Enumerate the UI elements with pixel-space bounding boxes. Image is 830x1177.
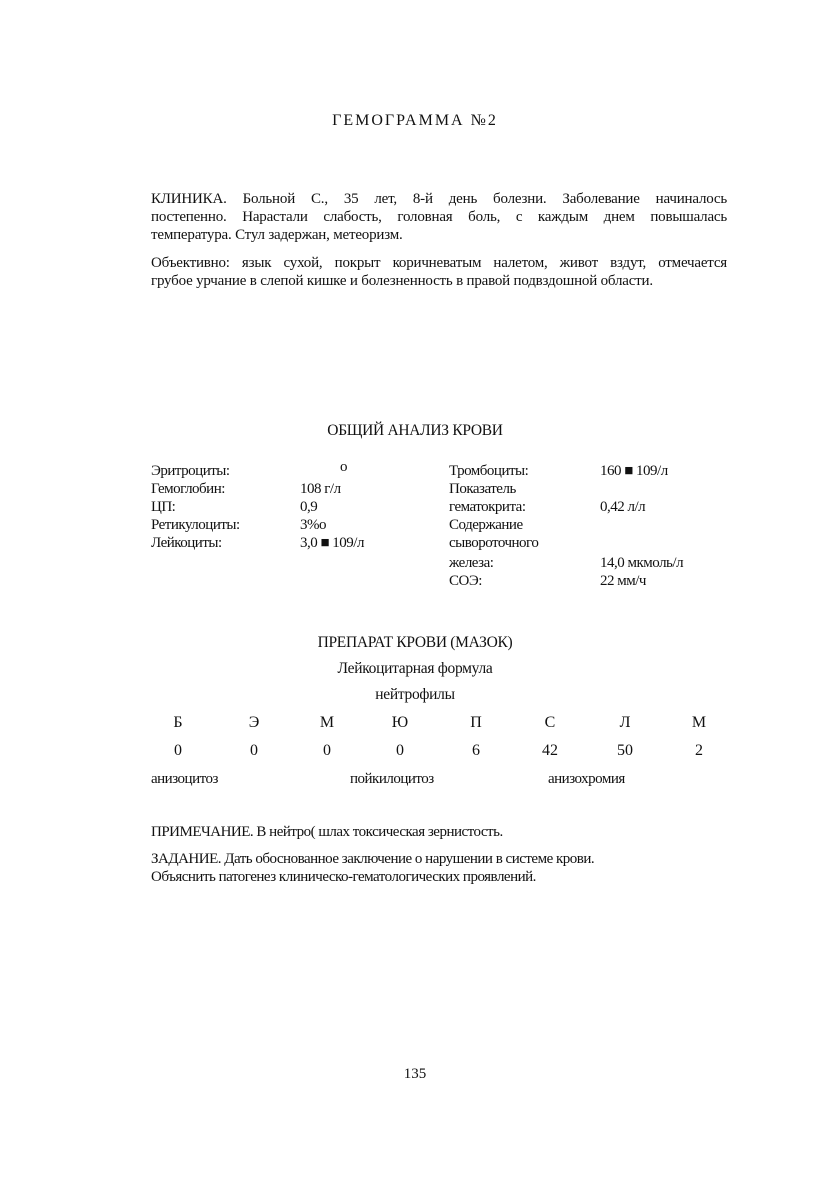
param-label-erythrocytes: Эритроциты: [151, 463, 230, 479]
formula-header: М [319, 714, 335, 731]
page-title: ГЕМОГРАММА №2 [332, 112, 498, 129]
objective-line: Объективно: язык сухой, покрыт коричневатым налетом, живот вздут, отмечается [151, 255, 727, 271]
formula-value: 0 [323, 742, 331, 759]
clinic-paragraph [151, 190, 727, 244]
param-label-leukocytes: Лейкоциты: [151, 535, 222, 551]
param-label-thrombocytes: Тромбоциты: [449, 463, 529, 479]
formula-header: М [691, 714, 707, 731]
param-label-hemoglobin: Гемоглобин: [151, 481, 225, 497]
param-label-reticulocytes: Ретикулоциты: [151, 517, 240, 533]
objective-paragraph [151, 254, 727, 290]
param-value-leukocytes: 3,0 ■ 109/л [300, 535, 364, 551]
formula-header: Б [173, 714, 183, 731]
formula-value: 42 [542, 742, 558, 759]
formula-value: 2 [695, 742, 703, 759]
param-value-hematocrit: 0,42 л/л [600, 499, 646, 515]
morphology-anisochromia: анизохромия [548, 771, 625, 787]
param-value-thrombocytes: 160 ■ 109/л [600, 463, 668, 479]
note-text: ПРИМЕЧАНИЕ. В нейтро( шлах токсическая зернистость. [151, 824, 503, 840]
param-label-hematocrit: Показатель [449, 481, 516, 497]
param-label-hematocrit: гематокрита: [449, 499, 526, 515]
task-line: ЗАДАНИЕ. Дать обоснованное заключение о нарушении в системе крови. [151, 851, 595, 867]
clinic-line: постепенно. Нарастали слабость, головная боль, с каждым днем повышалась [151, 209, 727, 225]
formula-header: Э [248, 714, 260, 731]
param-value-reticulocytes: 3%о [300, 517, 326, 533]
morphology-poikilocytosis: пойкилоцитоз [350, 771, 434, 787]
formula-header: С [544, 714, 556, 731]
param-value-esr: 22 мм/ч [600, 573, 646, 589]
param-value-iron: 14,0 мкмоль/л [600, 555, 684, 571]
formula-value: 0 [174, 742, 182, 759]
formula-value: 0 [250, 742, 258, 759]
objective-line: грубое урчание в слепой кишке и болезненность в правой подвздошной области. [151, 273, 653, 289]
param-value-hemoglobin: 108 г/л [300, 481, 341, 497]
param-value-erythrocytes: о [340, 459, 347, 475]
formula-value: 50 [617, 742, 633, 759]
param-label-iron: железа: [449, 555, 494, 571]
param-label-esr: СОЭ: [449, 573, 482, 589]
param-label-iron: Содержание [449, 517, 523, 533]
clinic-line: температура. Стул задержан, метеоризм. [151, 227, 403, 243]
param-label-color-index: ЦП: [151, 499, 176, 515]
clinic-line: КЛИНИКА. Больной С., 35 лет, 8-й день болезни. Заболевание начиналось [151, 191, 727, 207]
morphology-anisocytosis: анизоцитоз [151, 771, 218, 787]
formula-value: 0 [396, 742, 404, 759]
formula-header: Ю [391, 714, 409, 731]
formula-title: Лейкоцитарная формула [337, 660, 493, 677]
formula-value: 6 [472, 742, 480, 759]
neutrophils-label: нейтрофилы [375, 686, 455, 703]
task-line: Объяснить патогенез клиническо-гематологических проявлений. [151, 869, 536, 885]
formula-header: Л [619, 714, 631, 731]
analysis-title: ОБЩИЙ АНАЛИЗ КРОВИ [327, 422, 503, 439]
smear-title: ПРЕПАРАТ КРОВИ (МАЗОК) [317, 634, 513, 651]
param-value-color-index: 0,9 [300, 499, 318, 515]
formula-header: П [470, 714, 482, 731]
page-number: 135 [403, 1066, 427, 1082]
param-label-iron: сывороточного [449, 535, 539, 551]
